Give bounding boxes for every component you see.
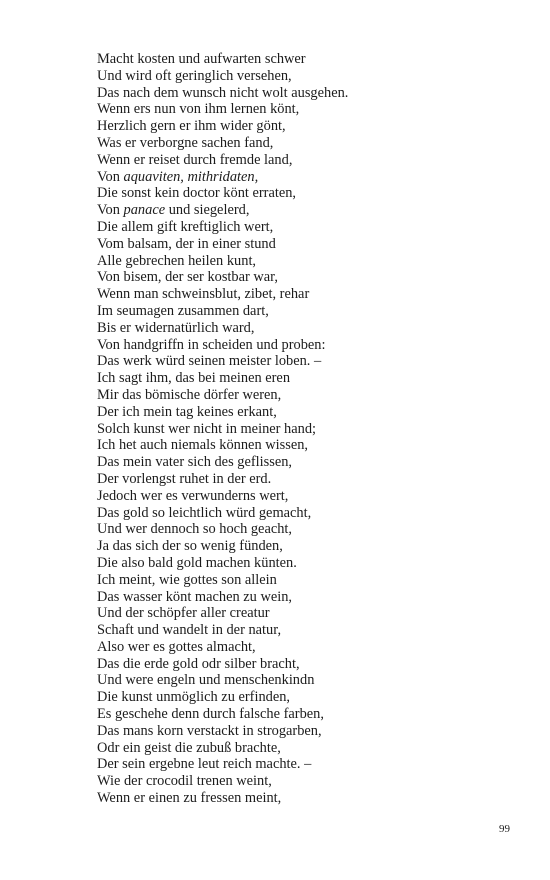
poem-line [97, 303, 517, 320]
poem-line-segment: Und wird oft geringlich versehen, [97, 67, 292, 84]
poem-line-segment: Alle gebrechen heilen kunt, [97, 252, 257, 269]
poem-line [97, 471, 517, 488]
poem-line-segment: Im seumagen zusammen dart, [97, 302, 269, 319]
poem-line-segment: Macht kosten und aufwarten schwer [97, 51, 306, 67]
poem-line-segment: Von [97, 168, 124, 185]
poem-line-segment: Das werk würd seinen meister loben. – [97, 353, 322, 370]
poem-line [97, 555, 517, 572]
poem-line-segment: und siegelerd, [165, 202, 250, 219]
poem-line [97, 672, 517, 689]
poem-line [97, 488, 517, 505]
poem-line-segment: Von handgriffn in scheiden und proben: [97, 336, 326, 353]
poem-line [97, 740, 517, 757]
poem-line [97, 605, 517, 622]
poem-line-segment: Wie der crocodil trenen weint, [97, 773, 272, 790]
poem-line-segment: Das nach dem wunsch nicht wolt ausgehen. [97, 84, 349, 101]
poem-line [97, 404, 517, 421]
poem-line [97, 572, 517, 589]
poem-line-segment: Vom balsam, der in einer stund [97, 235, 276, 252]
poem-line [97, 337, 517, 354]
poem-line [97, 85, 517, 102]
poem-line [97, 538, 517, 555]
poem-line-segment: Odr ein geist die zubuß brachte, [97, 739, 281, 756]
poem-line [97, 622, 517, 639]
poem-line-segment: Das gold so leichtlich würd gemacht, [97, 504, 312, 521]
poem-line-segment: Es geschehe denn durch falsche farben, [97, 706, 324, 723]
poem-line [97, 756, 517, 773]
poem-line-segment: Von [97, 202, 124, 219]
poem-line-segment: Der sein ergebne leut reich machte. – [97, 756, 312, 773]
poem-line-segment: Und wer dennoch so hoch geacht, [97, 521, 293, 538]
poem-line [97, 253, 517, 270]
poem-line [97, 639, 517, 656]
poem-line-italic-segment: panace [123, 202, 166, 219]
poem-line-segment: Schaft und wandelt in der natur, [97, 622, 282, 639]
poem-line-segment: Wenn ers nun von ihm lernen könt, [97, 101, 300, 118]
poem-line [97, 320, 517, 337]
poem-line [97, 152, 517, 169]
poem-line [97, 790, 517, 807]
poem-line-segment: Der ich mein tag keines erkant, [97, 403, 277, 420]
poem-line-segment: Ich sagt ihm, das bei meinen eren [97, 370, 291, 387]
poem-line-segment: Jedoch wer es verwunderns wert, [97, 487, 289, 504]
poem-line-segment: Das mans korn verstackt in strogarben, [97, 722, 322, 739]
poem-line-segment: Das wasser könt machen zu wein, [97, 588, 293, 605]
poem-line [97, 370, 517, 387]
page-number: 99 [499, 823, 510, 835]
poem-line [97, 202, 517, 219]
poem-line [97, 101, 517, 118]
poem-line-segment: Der vorlengst ruhet in der erd. [97, 470, 272, 487]
poem-line-segment: Wenn er reiset durch fremde land, [97, 151, 293, 168]
poem-line [97, 51, 517, 68]
poem-line [97, 236, 517, 253]
poem-line-segment: Mir das bömische dörfer weren, [97, 386, 282, 403]
poem-line-segment: Und were engeln und menschenkindn [97, 672, 315, 689]
poem-line [97, 169, 517, 186]
poem-line-segment: Bis er widernatürlich ward, [97, 319, 255, 336]
poem-line [97, 773, 517, 790]
poem-line-segment: Ja das sich der so wenig fünden, [97, 538, 283, 555]
poem-line-segment: Die also bald gold machen künten. [97, 554, 297, 571]
poem-line-segment: Die kunst unmöglich zu erfinden, [97, 689, 291, 706]
poem-line-segment: Solch kunst wer nicht in meiner hand; [97, 420, 317, 437]
poem-line [97, 269, 517, 286]
poem-line [97, 437, 517, 454]
poem-line-segment: Die allem gift kreftiglich wert, [97, 218, 274, 235]
poem-line-segment: Die sonst kein doctor könt erraten, [97, 185, 297, 202]
poem-line-segment: Und der schöpfer aller creatur [97, 605, 270, 622]
poem-line [97, 656, 517, 673]
poem-line [97, 286, 517, 303]
poem-line-italic-segment: aquaviten, mithridaten, [123, 168, 259, 185]
poem-line-segment: Also wer es gottes almacht, [97, 638, 256, 655]
poem-line [97, 387, 517, 404]
poem-line-segment: Wenn er einen zu fressen meint, [97, 790, 282, 807]
poem-line [97, 589, 517, 606]
poem-line-segment: Was er verborgne sachen fand, [97, 134, 274, 151]
poem-line [97, 706, 517, 723]
poem-line [97, 185, 517, 202]
poem-line [97, 454, 517, 471]
poem-line-segment: Das mein vater sich des geflissen, [97, 454, 293, 471]
poem-line [97, 353, 517, 370]
poem-line [97, 68, 517, 85]
poem-line [97, 689, 517, 706]
poem-line [97, 521, 517, 538]
poem-text-block [97, 51, 517, 807]
poem-line [97, 505, 517, 522]
poem-line-segment: Wenn man schweinsblut, zibet, rehar [97, 286, 310, 303]
poem-line-segment: Herzlich gern er ihm wider gönt, [97, 118, 286, 135]
poem-line [97, 723, 517, 740]
poem-line-segment: Das die erde gold odr silber bracht, [97, 655, 300, 672]
poem-line [97, 118, 517, 135]
poem-line-segment: Von bisem, der ser kostbar war, [97, 269, 278, 286]
poem-line [97, 135, 517, 152]
poem-line [97, 219, 517, 236]
poem-line [97, 421, 517, 438]
poem-line-segment: Ich het auch niemals können wissen, [97, 437, 309, 454]
poem-line-segment: Ich meint, wie gottes son allein [97, 571, 277, 588]
